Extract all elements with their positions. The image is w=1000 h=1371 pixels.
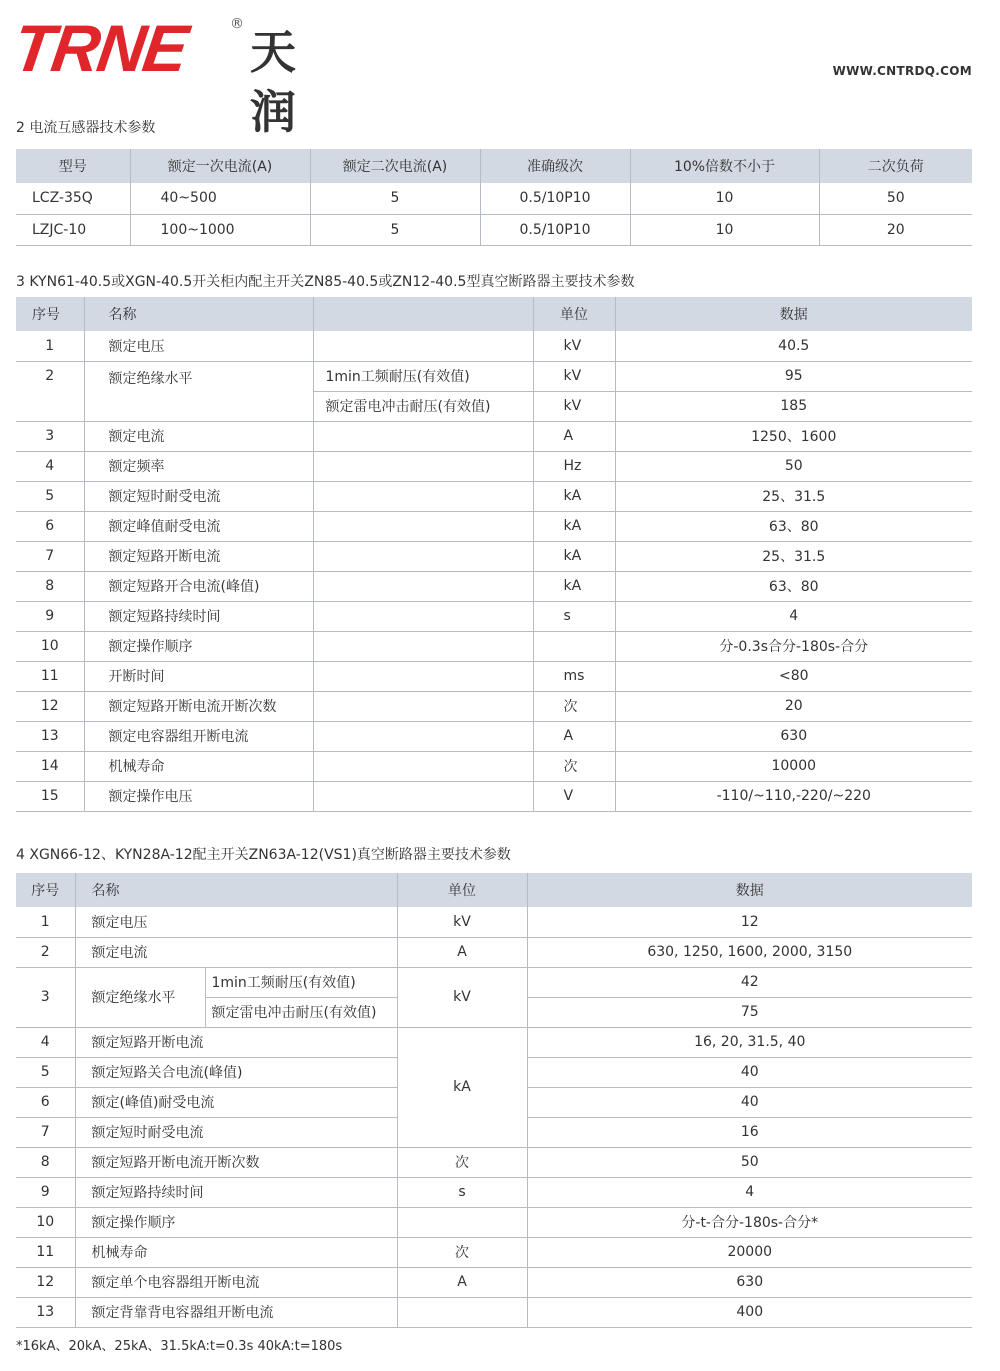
column-header: 名称	[75, 873, 397, 907]
table-cell: A	[397, 1267, 527, 1297]
table-cell: 40	[527, 1087, 972, 1117]
table-cell: LZJC-10	[16, 214, 130, 245]
table-cell	[313, 691, 533, 721]
table-cell: 10	[16, 1207, 75, 1237]
table-cell: 额定雷电冲击耐压(有效值)	[205, 997, 397, 1027]
table-row	[16, 421, 972, 451]
column-header: 数据	[615, 297, 972, 331]
table-cell: 6	[16, 511, 84, 541]
table-row	[16, 1147, 972, 1177]
table-cell: 25、31.5	[615, 481, 972, 511]
table-header-row	[16, 873, 972, 907]
table-cell: 额定短路开断电流	[84, 541, 313, 571]
table-cell: 额定短时耐受电流	[84, 481, 313, 511]
table-cell: 10000	[615, 751, 972, 781]
table-cell	[397, 1207, 527, 1237]
table-cell: 6	[16, 1087, 75, 1117]
table-cell: kV	[533, 361, 615, 391]
table-cell: 400	[527, 1297, 972, 1327]
table-header-row	[16, 297, 972, 331]
table-cell: 额定短路持续时间	[75, 1177, 397, 1207]
footnote: *16kA、20kA、25kA、31.5kA:t=0.3s 40kA:t=180s	[16, 1339, 343, 1354]
column-header: 额定一次电流(A)	[130, 149, 310, 183]
table-cell: 75	[527, 997, 972, 1027]
table-cell: s	[533, 601, 615, 631]
table-cell: Hz	[533, 451, 615, 481]
table-cell: 12	[16, 1267, 75, 1297]
column-header: 型号	[16, 149, 130, 183]
table-cell: 16	[527, 1117, 972, 1147]
table-cell: 额定绝缘水平	[75, 967, 205, 1027]
table-cell: 0.5/10P10	[480, 214, 630, 245]
table-cell	[313, 571, 533, 601]
table-cell: 额定电流	[75, 937, 397, 967]
table-cell: 5	[310, 214, 480, 245]
table-row	[16, 631, 972, 661]
column-header: 名称	[84, 297, 313, 331]
table-row	[16, 183, 972, 214]
table-cell: kV	[397, 907, 527, 937]
table-cell: 50	[819, 183, 972, 214]
column-header: 序号	[16, 873, 75, 907]
table-cell: 15	[16, 781, 84, 811]
table-cell: 40~500	[130, 183, 310, 214]
table-row	[16, 1237, 972, 1267]
column-header: 10%倍数不小于	[630, 149, 819, 183]
table-row	[16, 661, 972, 691]
table-cell: kA	[533, 541, 615, 571]
table-cell: 16, 20, 31.5, 40	[527, 1027, 972, 1057]
table-cell	[313, 481, 533, 511]
table-cell: 额定(峰值)耐受电流	[75, 1087, 397, 1117]
section-2-title: 2 电流互感器技术参数	[16, 120, 156, 136]
table-cell: 11	[16, 661, 84, 691]
logo-wordmark: TRNE	[8, 11, 191, 85]
table-cell: kA	[533, 481, 615, 511]
table-cell: 0.5/10P10	[480, 183, 630, 214]
table-cell: 11	[16, 1237, 75, 1267]
table-row	[16, 511, 972, 541]
table-cell: 4	[615, 601, 972, 631]
table-row	[16, 331, 972, 361]
table-cell: A	[533, 721, 615, 751]
column-header: 准确级次	[480, 149, 630, 183]
table-row	[16, 1177, 972, 1207]
column-header	[313, 297, 533, 331]
table-row	[16, 541, 972, 571]
table-cell: 分-0.3s合分-180s-合分	[615, 631, 972, 661]
table-cell: kA	[533, 571, 615, 601]
table-cell: 40	[527, 1057, 972, 1087]
table-cell: 额定操作电压	[84, 781, 313, 811]
table-cell: 63、80	[615, 511, 972, 541]
table-cell: 10	[630, 183, 819, 214]
table-cell: 1	[16, 907, 75, 937]
table-cell: 额定电压	[84, 331, 313, 361]
table-cell: 次	[533, 691, 615, 721]
table-cell	[313, 751, 533, 781]
table-row	[16, 781, 972, 811]
table-cell: -110/~110,-220/~220	[615, 781, 972, 811]
table-cell: 3	[16, 967, 75, 1027]
table-cell: 额定操作顺序	[75, 1207, 397, 1237]
table-cell	[313, 541, 533, 571]
table-cell: 8	[16, 1147, 75, 1177]
table-cell: 7	[16, 541, 84, 571]
table-cell: 9	[16, 601, 84, 631]
registered-mark: ®	[230, 16, 244, 32]
table-cell: 机械寿命	[84, 751, 313, 781]
table-cell: 630, 1250, 1600, 2000, 3150	[527, 937, 972, 967]
table-row	[16, 361, 972, 391]
table-cell: 额定短路关合电流(峰值)	[75, 1057, 397, 1087]
table-row	[16, 571, 972, 601]
table-cell: 额定短路开断电流开断次数	[75, 1147, 397, 1177]
table-cell: 50	[615, 451, 972, 481]
table-row	[16, 967, 972, 997]
table-row	[16, 1267, 972, 1297]
table-row	[16, 601, 972, 631]
table-cell: 额定操作顺序	[84, 631, 313, 661]
table-cell: 额定短路开断电流开断次数	[84, 691, 313, 721]
table-cell: 额定单个电容器组开断电流	[75, 1267, 397, 1297]
table-cell: kV	[397, 967, 527, 1027]
table-cell: kV	[533, 331, 615, 361]
table-row	[16, 937, 972, 967]
table-cell: 1	[16, 331, 84, 361]
table-cell: 1min工频耐压(有效值)	[313, 361, 533, 391]
table-cell: 20	[615, 691, 972, 721]
column-header: 额定二次电流(A)	[310, 149, 480, 183]
table-cell	[313, 781, 533, 811]
column-header: 数据	[527, 873, 972, 907]
table-cell: 机械寿命	[75, 1237, 397, 1267]
table-cell: 20	[819, 214, 972, 245]
table-cell	[313, 721, 533, 751]
table-cell: 2	[16, 361, 84, 421]
table-cell: 4	[16, 1027, 75, 1057]
table-cell: 开断时间	[84, 661, 313, 691]
table-cell: 2	[16, 937, 75, 967]
table-cell	[397, 1297, 527, 1327]
column-header: 单位	[397, 873, 527, 907]
table-cell	[313, 601, 533, 631]
table-cell: 3	[16, 421, 84, 451]
table-cell: 10	[16, 631, 84, 661]
table-row	[16, 451, 972, 481]
section-3-title: 3 KYN61-40.5或XGN-40.5开关柜内配主开关ZN85-40.5或ZN12-40.5型真空断路器主要技术参数	[16, 274, 635, 290]
table-cell: 630	[527, 1267, 972, 1297]
table-cell: 额定绝缘水平	[84, 361, 313, 421]
table-row	[16, 1297, 972, 1327]
table-cell: 额定峰值耐受电流	[84, 511, 313, 541]
table-cell: LCZ-35Q	[16, 183, 130, 214]
table-cell: 630	[615, 721, 972, 751]
table-cell: kA	[397, 1027, 527, 1147]
table-cell: 5	[16, 481, 84, 511]
table-cell: 25、31.5	[615, 541, 972, 571]
table-cell	[313, 661, 533, 691]
column-header: 序号	[16, 297, 84, 331]
table-row	[16, 1207, 972, 1237]
table-cell: 12	[527, 907, 972, 937]
table-cell: 20000	[527, 1237, 972, 1267]
table-cell	[313, 421, 533, 451]
table-row	[16, 214, 972, 245]
website-url: WWW.CNTRDQ.COM	[832, 64, 972, 78]
table-cell	[313, 511, 533, 541]
table-cell: 额定短时耐受电流	[75, 1117, 397, 1147]
table-cell: 95	[615, 361, 972, 391]
table-cell: 13	[16, 721, 84, 751]
table-cell: 185	[615, 391, 972, 421]
table-cell: 额定电容器组开断电流	[84, 721, 313, 751]
table-cell: 10	[630, 214, 819, 245]
table-row	[16, 691, 972, 721]
table-cell: 42	[527, 967, 972, 997]
table-row	[16, 481, 972, 511]
table-cell	[313, 331, 533, 361]
table-cell: 额定短路开合电流(峰值)	[84, 571, 313, 601]
table-cell: 次	[533, 751, 615, 781]
logo-chinese-name: 天润	[250, 25, 298, 139]
table-cell: 12	[16, 691, 84, 721]
table-cell: 9	[16, 1177, 75, 1207]
table-cell	[533, 631, 615, 661]
table-cell: 额定背靠背电容器组开断电流	[75, 1297, 397, 1327]
table-cell: A	[397, 937, 527, 967]
table-cell: s	[397, 1177, 527, 1207]
column-header: 单位	[533, 297, 615, 331]
table-cell: 50	[527, 1147, 972, 1177]
table-cell: 额定频率	[84, 451, 313, 481]
table-header-row	[16, 149, 972, 183]
table-cell: 8	[16, 571, 84, 601]
breaker-40-5kv-table	[16, 297, 972, 812]
table-cell: 100~1000	[130, 214, 310, 245]
table-cell: 额定雷电冲击耐压(有效值)	[313, 391, 533, 421]
table-cell: 40.5	[615, 331, 972, 361]
table-cell: V	[533, 781, 615, 811]
table-row	[16, 1027, 972, 1057]
table-cell: 1250、1600	[615, 421, 972, 451]
table-cell: 13	[16, 1297, 75, 1327]
table-cell: 7	[16, 1117, 75, 1147]
section-4-title: 4 XGN66-12、KYN28A-12配主开关ZN63A-12(VS1)真空断路器主要技术参数	[16, 847, 511, 863]
table-cell: ms	[533, 661, 615, 691]
table-row	[16, 751, 972, 781]
table-cell	[313, 631, 533, 661]
table-cell: kA	[533, 511, 615, 541]
table-cell: 14	[16, 751, 84, 781]
table-cell: <80	[615, 661, 972, 691]
table-row	[16, 907, 972, 937]
table-cell: 额定短路持续时间	[84, 601, 313, 631]
table-cell: 额定电压	[75, 907, 397, 937]
table-cell: 额定电流	[84, 421, 313, 451]
table-cell: 4	[527, 1177, 972, 1207]
table-cell: 5	[310, 183, 480, 214]
table-cell: 4	[16, 451, 84, 481]
table-cell: 分-t-合分-180s-合分*	[527, 1207, 972, 1237]
table-cell	[313, 451, 533, 481]
column-header: 二次负荷	[819, 149, 972, 183]
table-cell: kV	[533, 391, 615, 421]
table-cell: 63、80	[615, 571, 972, 601]
table-row	[16, 721, 972, 751]
table-cell: 次	[397, 1147, 527, 1177]
table-cell: 5	[16, 1057, 75, 1087]
table-cell: 额定短路开断电流	[75, 1027, 397, 1057]
table-cell: 次	[397, 1237, 527, 1267]
table-cell: A	[533, 421, 615, 451]
table-cell: 1min工频耐压(有效值)	[205, 967, 397, 997]
breaker-12kv-table	[16, 873, 972, 1328]
current-transformer-table	[16, 149, 972, 246]
